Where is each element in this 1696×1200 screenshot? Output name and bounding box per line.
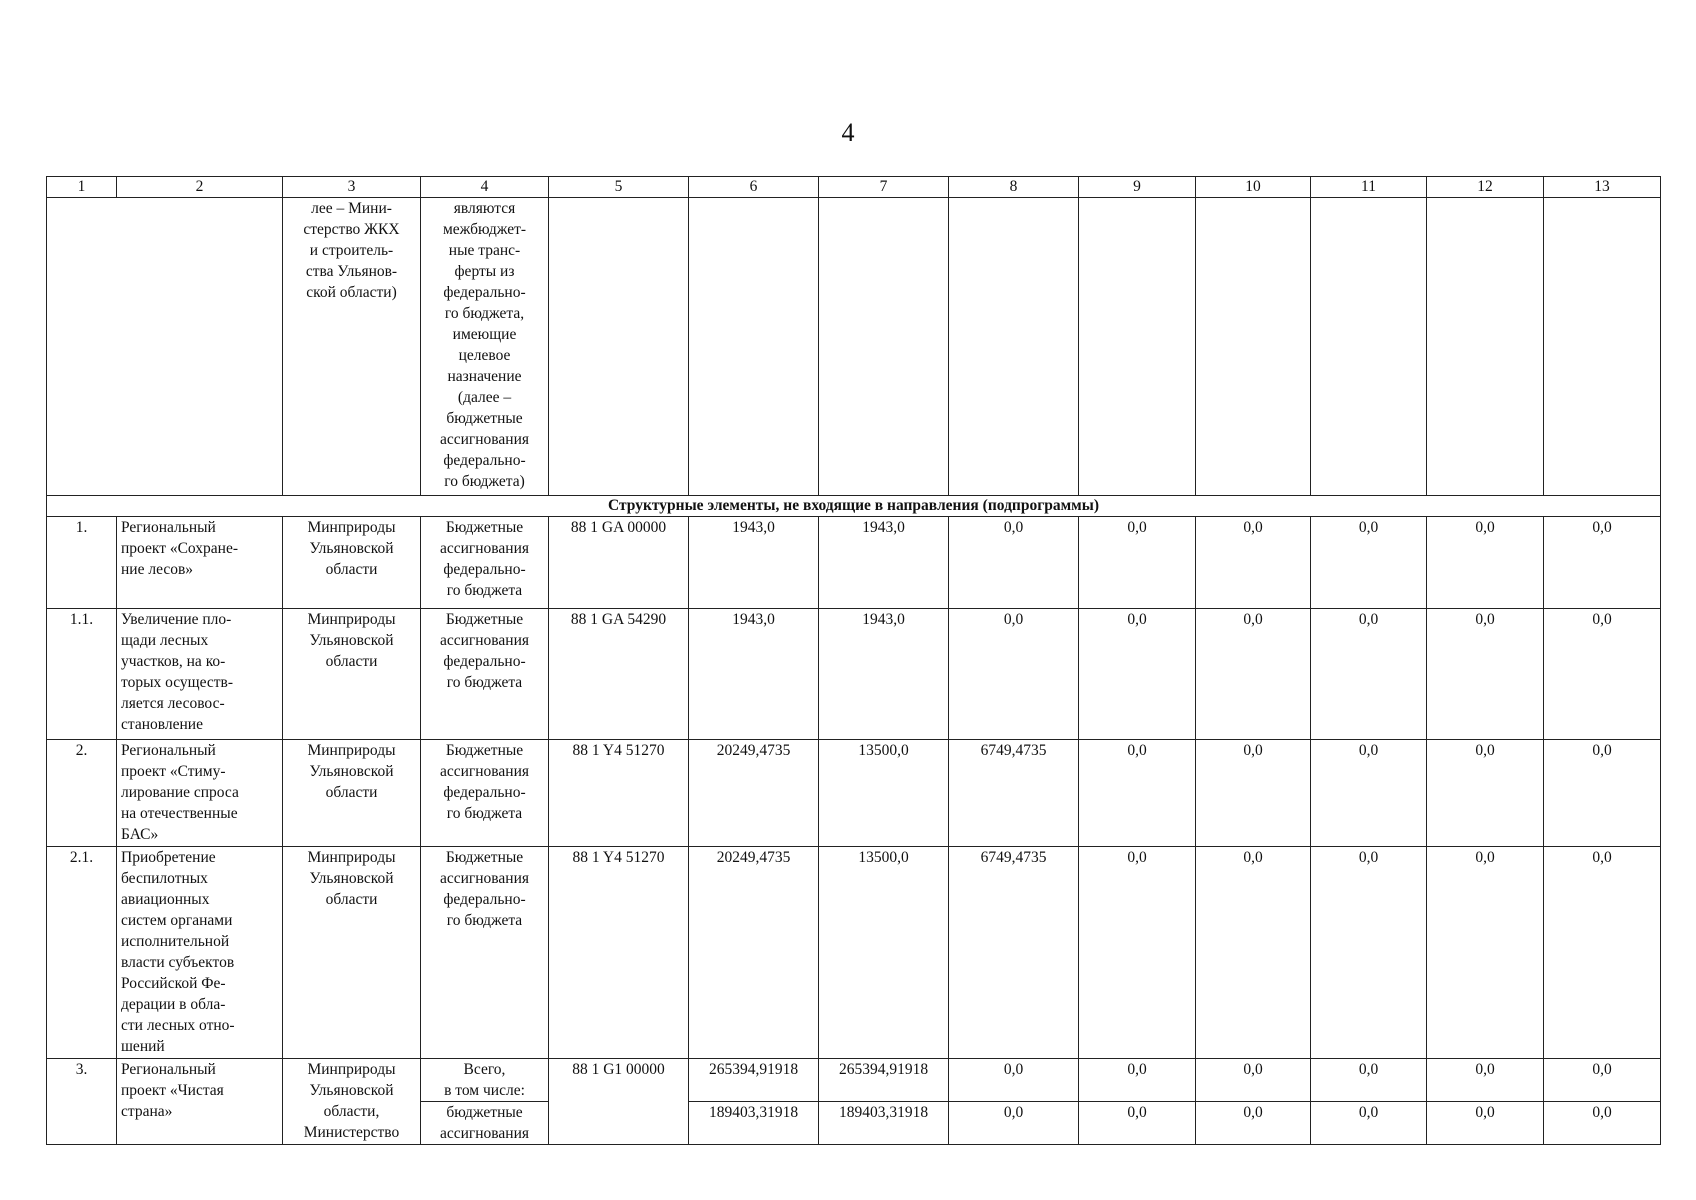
- column-number-row: [47, 177, 1661, 198]
- value-cell: 0,0: [1196, 517, 1311, 609]
- row-number: 2.: [47, 740, 117, 847]
- column-number: 13: [1544, 177, 1661, 198]
- column-number: 4: [421, 177, 549, 198]
- row-source: Бюджетные ассигнования федерально- го бюджета: [421, 517, 549, 609]
- value-cell: 13500,0: [819, 847, 949, 1059]
- value-cell: 0,0: [1196, 609, 1311, 740]
- value-cell: 189403,31918: [689, 1102, 819, 1145]
- value-cell: 0,0: [1311, 517, 1427, 609]
- value-cell: 6749,4735: [949, 847, 1079, 1059]
- value-cell: 0,0: [1196, 1059, 1311, 1102]
- value-cell: 0,0: [1196, 1102, 1311, 1145]
- row-number: 1.1.: [47, 609, 117, 740]
- row-code: 88 1 GA 54290: [549, 609, 689, 740]
- value-cell: 0,0: [949, 609, 1079, 740]
- row-executor: Минприроды Ульяновской области: [283, 609, 421, 740]
- empty-cell: [819, 198, 949, 496]
- table-row: [47, 740, 1661, 847]
- empty-cell: [1079, 198, 1196, 496]
- value-cell: 0,0: [1427, 1102, 1544, 1145]
- value-cell: 0,0: [1544, 517, 1661, 609]
- column-number: 1: [47, 177, 117, 198]
- value-cell: 265394,91918: [689, 1059, 819, 1102]
- value-cell: 0,0: [1079, 1102, 1196, 1145]
- empty-cell: [949, 198, 1079, 496]
- row-code: 88 1 GA 00000: [549, 517, 689, 609]
- row-number: 2.1.: [47, 847, 117, 1059]
- continuation-empty-cell: [47, 198, 283, 496]
- value-cell: 0,0: [1196, 847, 1311, 1059]
- row-number: 3.: [47, 1059, 117, 1145]
- row-source: Бюджетные ассигнования федерально- го бюджета: [421, 609, 549, 740]
- empty-cell: [1196, 198, 1311, 496]
- row-executor: Минприроды Ульяновской области: [283, 847, 421, 1059]
- empty-cell: [1544, 198, 1661, 496]
- empty-cell: [549, 198, 689, 496]
- value-cell: 13500,0: [819, 740, 949, 847]
- row-executor: Минприроды Ульяновской области: [283, 740, 421, 847]
- value-cell: 1943,0: [689, 609, 819, 740]
- value-cell: 20249,4735: [689, 740, 819, 847]
- value-cell: 0,0: [1544, 609, 1661, 740]
- row-code: 88 1 Y4 51270: [549, 740, 689, 847]
- value-cell: 1943,0: [819, 517, 949, 609]
- row-name: Региональный проект «Сохране- ние лесов»: [117, 517, 283, 609]
- section-header-row: [47, 496, 1661, 517]
- value-cell: 0,0: [1427, 517, 1544, 609]
- row-name: Приобретение беспилотных авиационных систем органами исполнительной власти субъектов Российской Фе- дерации в обла- сти лесных отно- шений: [117, 847, 283, 1059]
- value-cell: 1943,0: [689, 517, 819, 609]
- column-number: 9: [1079, 177, 1196, 198]
- row-number: 1.: [47, 517, 117, 609]
- row-name: Региональный проект «Чистая страна»: [117, 1059, 283, 1145]
- continuation-source-cell: являются межбюджет- ные транс- ферты из федерально- го бюджета, имеющие целевое назначение (далее – бюджетные ассигнования федерально- го бюджета): [421, 198, 549, 496]
- table-row: [47, 1059, 1661, 1102]
- value-cell: 0,0: [1544, 847, 1661, 1059]
- empty-cell: [1427, 198, 1544, 496]
- table-row: [47, 847, 1661, 1059]
- empty-cell: [689, 198, 819, 496]
- value-cell: 189403,31918: [819, 1102, 949, 1145]
- row-executor: Минприроды Ульяновской области: [283, 517, 421, 609]
- table-row: [47, 517, 1661, 609]
- value-cell: 0,0: [1427, 609, 1544, 740]
- continuation-row: [47, 198, 1661, 496]
- continuation-executor-cell: лее – Мини- стерство ЖКХ и строитель- ства Ульянов- ской области): [283, 198, 421, 496]
- table-row: [47, 609, 1661, 740]
- budget-table: [46, 176, 1661, 1145]
- value-cell: 0,0: [1427, 1059, 1544, 1102]
- value-cell: 0,0: [1311, 1059, 1427, 1102]
- value-cell: 0,0: [1079, 609, 1196, 740]
- row-source: Бюджетные ассигнования федерально- го бюджета: [421, 847, 549, 1059]
- value-cell: 0,0: [949, 1102, 1079, 1145]
- value-cell: 20249,4735: [689, 847, 819, 1059]
- value-cell: 0,0: [1079, 517, 1196, 609]
- value-cell: 0,0: [1196, 740, 1311, 847]
- page-number: 4: [841, 118, 855, 147]
- row-name: Региональный проект «Стиму- лирование спроса на отечественные БАС»: [117, 740, 283, 847]
- row-source-sub: бюджетные ассигнования: [421, 1102, 549, 1145]
- column-number: 8: [949, 177, 1079, 198]
- row-source-total: Всего, в том числе:: [421, 1059, 549, 1102]
- row-code: 88 1 Y4 51270: [549, 847, 689, 1059]
- column-number: 6: [689, 177, 819, 198]
- value-cell: 0,0: [949, 517, 1079, 609]
- value-cell: 6749,4735: [949, 740, 1079, 847]
- column-number: 10: [1196, 177, 1311, 198]
- row-name: Увеличение пло- щади лесных участков, на ко- торых осуществ- ляется лесовос- становление: [117, 609, 283, 740]
- value-cell: 0,0: [1544, 740, 1661, 847]
- value-cell: 0,0: [1544, 1102, 1661, 1145]
- column-number: 3: [283, 177, 421, 198]
- column-number: 5: [549, 177, 689, 198]
- column-number: 11: [1311, 177, 1427, 198]
- column-number: 7: [819, 177, 949, 198]
- value-cell: 0,0: [1311, 740, 1427, 847]
- value-cell: 0,0: [1427, 740, 1544, 847]
- empty-cell: [1311, 198, 1427, 496]
- value-cell: 0,0: [1079, 847, 1196, 1059]
- value-cell: 0,0: [1311, 1102, 1427, 1145]
- value-cell: 265394,91918: [819, 1059, 949, 1102]
- section-title: Структурные элементы, не входящие в направления (подпрограммы): [47, 496, 1661, 517]
- value-cell: 0,0: [1427, 847, 1544, 1059]
- value-cell: 0,0: [1079, 1059, 1196, 1102]
- column-number: 12: [1427, 177, 1544, 198]
- value-cell: 0,0: [1544, 1059, 1661, 1102]
- row-executor: Минприроды Ульяновской области, Министерство: [283, 1059, 421, 1145]
- column-number: 2: [117, 177, 283, 198]
- value-cell: 0,0: [1311, 609, 1427, 740]
- value-cell: 0,0: [1311, 847, 1427, 1059]
- row-code: 88 1 G1 00000: [549, 1059, 689, 1145]
- value-cell: 0,0: [949, 1059, 1079, 1102]
- value-cell: 1943,0: [819, 609, 949, 740]
- value-cell: 0,0: [1079, 740, 1196, 847]
- row-source: Бюджетные ассигнования федерально- го бюджета: [421, 740, 549, 847]
